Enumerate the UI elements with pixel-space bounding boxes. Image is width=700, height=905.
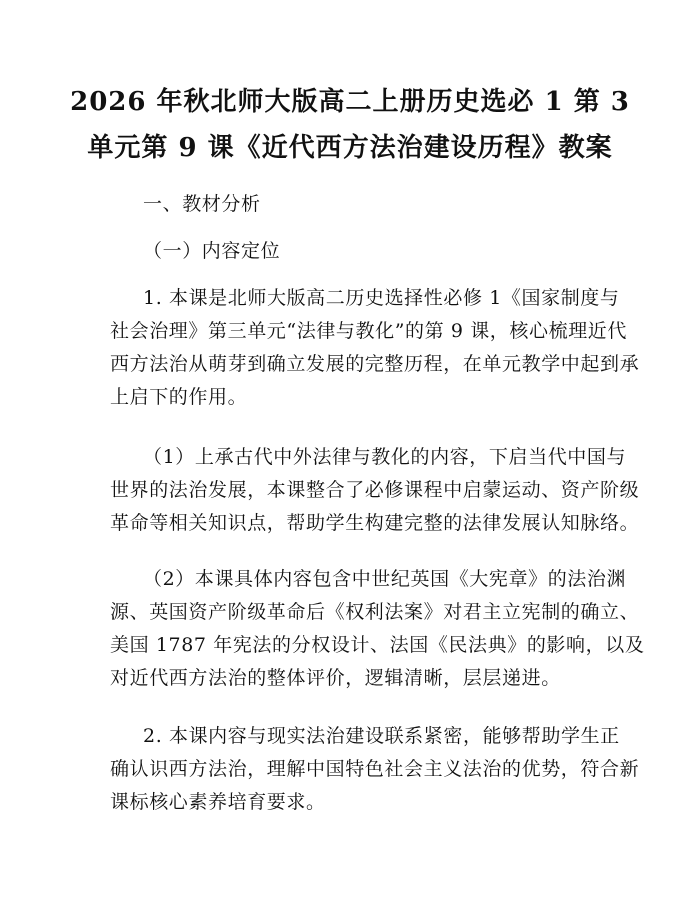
subsection-heading: （一）内容定位 (143, 240, 281, 262)
paragraph-3-line-4: 对近代西方法治的整体评价，逻辑清晰，层层递进。 (110, 667, 561, 689)
paragraph-4-line-3: 课标核心素养培育要求。 (110, 791, 326, 813)
paragraph-1-line-3: 西方法治从萌芽到确立发展的完整历程，在单元教学中起到承 (110, 353, 640, 375)
paragraph-3-line-2: 源、英国资产阶级革命后《权利法案》对君主立宪制的确立、 (110, 601, 640, 623)
document-title-line-2: 单元第 9 课《近代西方法治建设历程》教案 (87, 133, 613, 163)
paragraph-2-line-3: 革命等相关知识点，帮助学生构建完整的法律发展认知脉络。 (110, 512, 640, 534)
document-title-line-1: 2026 年秋北师大版高二上册历史选必 1 第 3 (70, 87, 630, 117)
paragraph-1-line-4: 上启下的作用。 (110, 386, 248, 408)
paragraph-3-line-3: 美国 1787 年宪法的分权设计、法国《民法典》的影响，以及 (110, 634, 645, 656)
paragraph-2-line-1: （1）上承古代中外法律与教化的内容，下启当代中国与 (143, 446, 627, 468)
paragraph-1-line-2: 社会治理》第三单元“法律与教化”的第 9 课，核心梳理近代 (110, 320, 627, 342)
paragraph-2-line-2: 世界的法治发展，本课整合了必修课程中启蒙运动、资产阶级 (110, 479, 640, 501)
paragraph-3-line-1: （2）本课具体内容包含中世纪英国《大宪章》的法治渊 (143, 568, 627, 590)
paragraph-4-line-2: 确认识西方法治，理解中国特色社会主义法治的优势，符合新 (110, 758, 640, 780)
paragraph-1-line-1: 1. 本课是北师大版高二历史选择性必修 1《国家制度与 (143, 287, 620, 309)
section-heading: 一、教材分析 (143, 193, 261, 215)
paragraph-4-line-1: 2. 本课内容与现实法治建设联系紧密，能够帮助学生正 (143, 725, 620, 747)
